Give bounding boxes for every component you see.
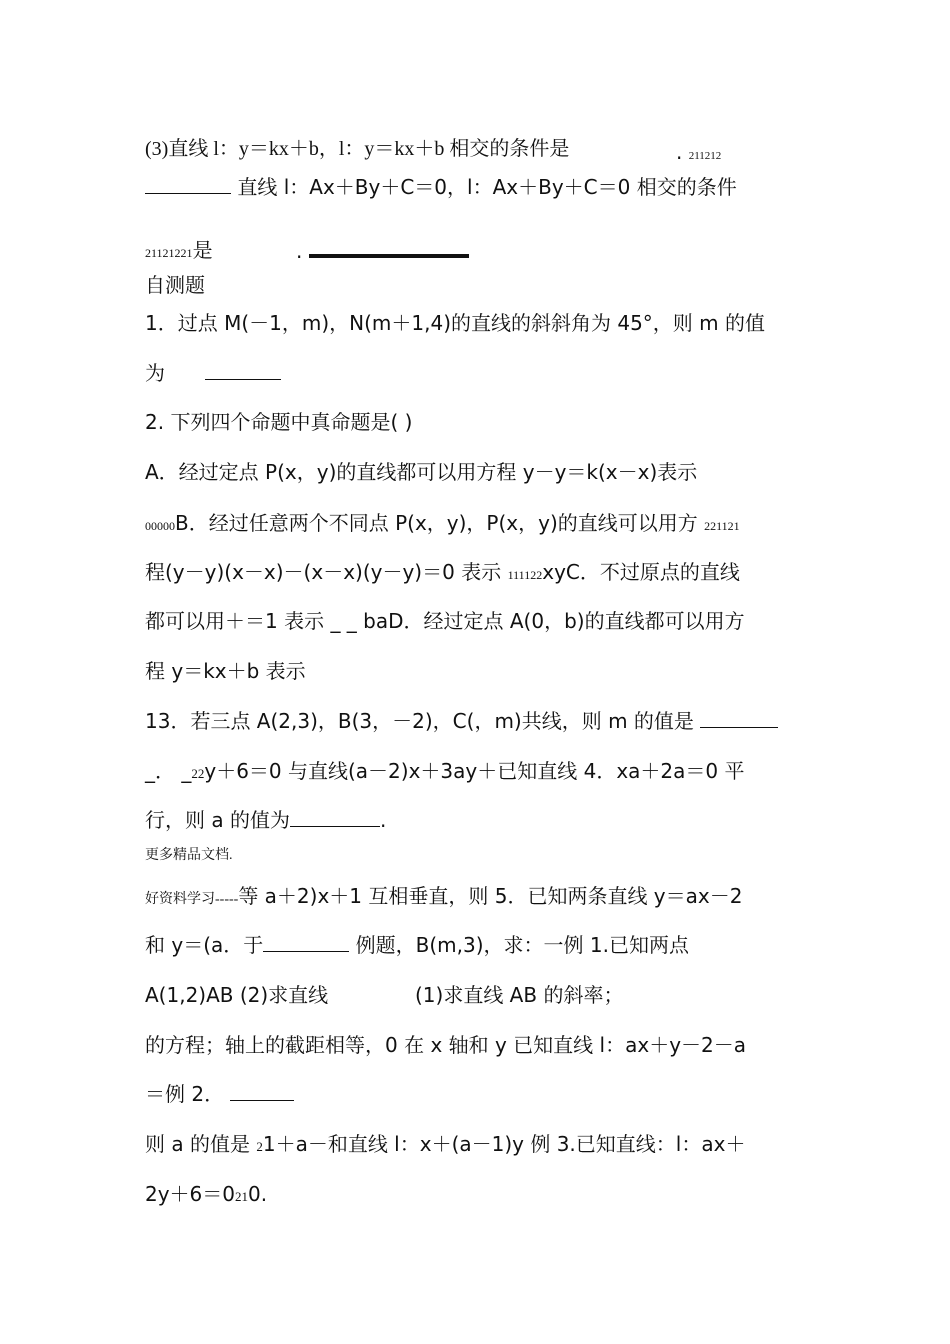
text-segment: 为	[145, 361, 165, 385]
example-2-line-b	[145, 1080, 294, 1108]
question-2	[145, 408, 412, 436]
subscript-digits: 221121	[704, 519, 740, 533]
subscript-digits: 21	[235, 1189, 249, 1204]
answer-blank[interactable]	[700, 709, 778, 728]
question-1-line-a	[145, 309, 765, 337]
answer-blank[interactable]	[263, 933, 349, 952]
section-heading	[145, 271, 205, 299]
line-3-tail	[296, 236, 469, 265]
text-segment: ＝例 2．	[145, 1082, 225, 1106]
example-3-line-b	[145, 1180, 267, 1211]
example-2-line-a	[145, 1031, 746, 1059]
question-1-line-b	[145, 359, 281, 387]
text-segment: .	[379, 808, 387, 832]
text-segment: B．经过任意两个不同点 P(x，y)，P(x，y)的直线可以用方	[175, 511, 698, 535]
text-segment: 程 y＝kx＋b 表示	[145, 659, 306, 683]
text-segment: xyC．不过原点的直线	[542, 560, 740, 584]
question-4-line-c	[145, 806, 386, 834]
question-2-option-bc	[145, 558, 740, 589]
question-2-option-cd	[145, 607, 745, 635]
line-condition-intersect-slope	[145, 134, 569, 163]
text-segment: 1．过点 M(－1，m)，N(m＋1,4)的直线的斜斜角为 45°，则 m 的值	[145, 311, 766, 335]
question-5-line-b	[145, 931, 689, 959]
text-segment: A(1,2)AB (2)求直线	[145, 983, 329, 1007]
subscript-digits: 111122	[507, 568, 543, 582]
line-1-tail	[676, 138, 721, 170]
question-3-line-b	[145, 757, 744, 788]
text-segment: A．经过定点 P(x，y)的直线都可以用方程 y－y＝k(x－x)表示	[145, 460, 698, 484]
question-2-option-a	[145, 458, 697, 486]
question-3-line-a	[145, 707, 778, 735]
line-3	[145, 236, 213, 267]
example-1-part-1	[415, 981, 623, 1009]
subscript-digits: 2	[256, 1139, 263, 1154]
example-1-line-a	[145, 981, 328, 1009]
subscript-digits: 21121221	[145, 246, 193, 260]
subscript-digits: 00000	[145, 519, 175, 533]
answer-blank[interactable]	[205, 361, 281, 380]
answer-blank[interactable]	[309, 236, 469, 258]
answer-blank[interactable]	[290, 808, 380, 827]
text-segment: (3)直线 l：y＝kx＋b，l：y＝kx＋b 相交的条件是	[145, 138, 570, 160]
text-segment: 的方程；轴上的截距相等，0 在 x 轴和 y 已知直线 l：ax＋y－2－a	[145, 1033, 747, 1057]
text-segment: y＋6＝0 与直线(a－2)x＋3ay＋已知直线 4．xa＋2a＝0 平	[204, 759, 745, 783]
question-2-option-b	[145, 509, 740, 540]
text-segment: 2. 下列四个命题中真命题是( )	[145, 410, 413, 434]
answer-blank[interactable]	[145, 175, 231, 194]
text-segment: 和 y＝(a．于	[145, 933, 264, 957]
text-segment: 直线 l：Ax＋By＋C＝0，l：Ax＋By＋C＝0 相交的条件	[237, 175, 737, 199]
question-5-line-a	[145, 882, 742, 914]
footer-note	[145, 845, 233, 866]
footer-text: 好资料学习-----	[145, 892, 239, 907]
heading-text: 自测题	[145, 273, 205, 297]
text-segment: 等 a＋2)x＋1 互相垂直，则 5．已知两条直线 y＝ax－2	[238, 884, 743, 908]
text-segment: 都可以用＋＝1 表示 _ _ baD．经过定点 A(0，b)的直线都可以用方	[145, 609, 745, 633]
text-segment: .	[296, 239, 303, 263]
subscript-digits: 22	[191, 766, 205, 781]
question-2-option-d	[145, 657, 306, 685]
text-segment: 程(y－y)(x－x)－(x－x)(y－y)＝0 表示	[145, 560, 502, 584]
footer-text: 更多精品文档.	[145, 848, 233, 863]
text-segment: 1＋a－和直线 l：x＋(a－1)y 例 3.已知直线：l：ax＋	[262, 1132, 746, 1156]
text-segment: (1)求直线 AB 的斜率；	[415, 983, 624, 1007]
text-segment: 例题，B(m,3)，求：一例 1.已知两点	[355, 933, 689, 957]
text-segment: _． _	[145, 759, 192, 783]
answer-blank[interactable]	[230, 1082, 294, 1101]
text-segment: 0.	[248, 1182, 268, 1206]
text-segment: .	[676, 140, 683, 164]
text-segment: 行，则 a 的值为	[145, 808, 290, 832]
line-condition-intersect-general	[145, 173, 737, 201]
subscript-digits: 211212	[688, 150, 722, 162]
example-3-line-a	[145, 1130, 745, 1161]
text-segment: 是	[192, 238, 213, 262]
text-segment: 13．若三点 A(2,3)，B(3，－2)，C(，m)共线，则 m 的值是	[145, 709, 694, 733]
text-segment: 则 a 的值是	[145, 1132, 250, 1156]
text-segment: 2y＋6＝0	[145, 1182, 236, 1206]
